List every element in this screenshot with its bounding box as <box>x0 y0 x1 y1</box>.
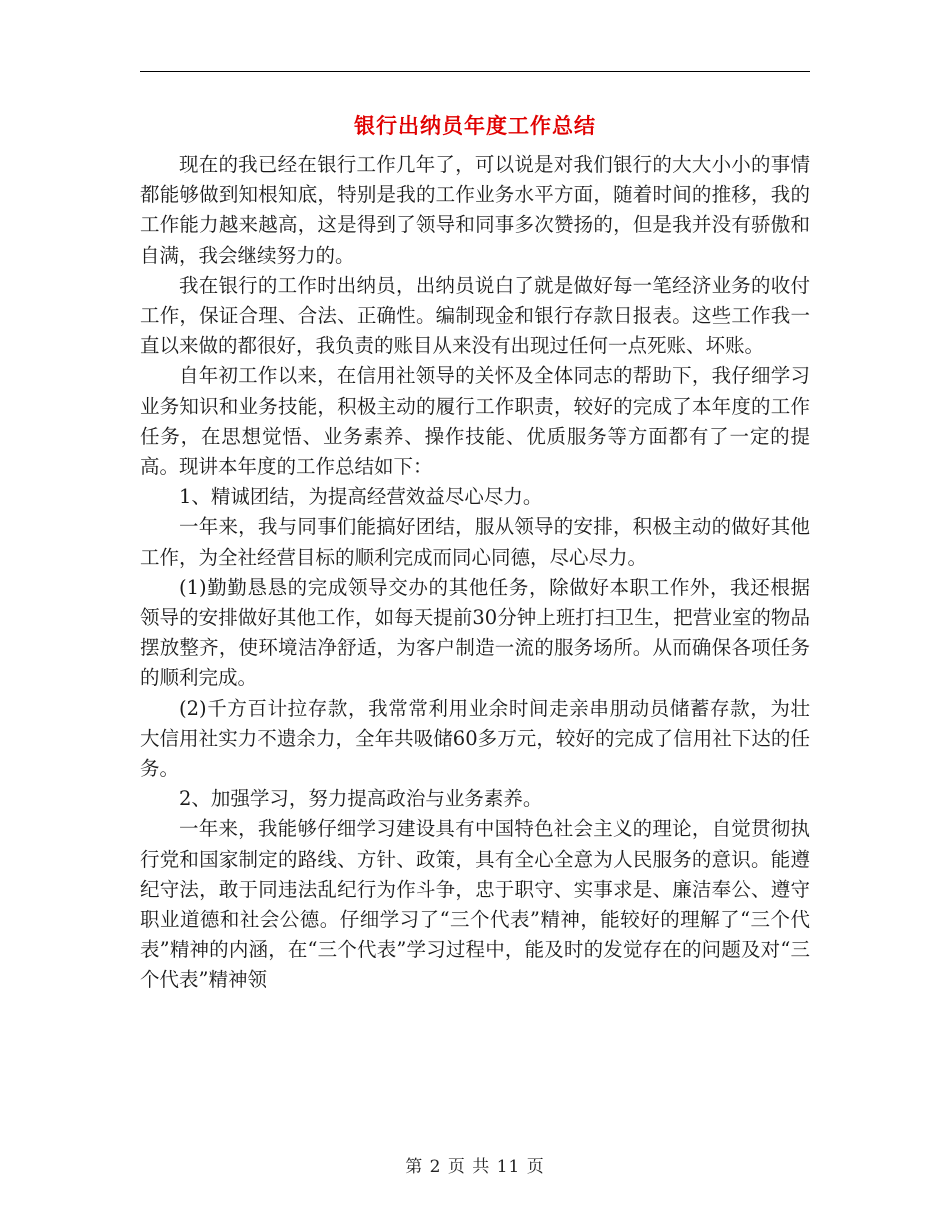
page-number-footer: 第 2 页 共 11 页 <box>405 1157 545 1177</box>
paragraph: 现在的我已经在银行工作几年了，可以说是对我们银行的大大小小的事情都能够做到知根知底，特别是我的工作业务水平方面，随着时间的推移，我的工作能力越来越高，这是得到了领导和同事多次赞扬的，但是我并没有骄傲和自满，我会继续努力的。 <box>140 153 810 267</box>
header-rule <box>140 71 810 72</box>
paragraph: (2)千方百计拉存款，我常常利用业余时间走亲串朋动员储蓄存款，为壮大信用社实力不遗余力，全年共吸储60多万元，较好的完成了信用社下达的任务。 <box>140 696 810 781</box>
paragraph: (1)勤勤恳恳的完成领导交办的其他任务，除做好本职工作外，我还根据领导的安排做好其他工作，如每天提前30分钟上班打扫卫生，把营业室的物品摆放整齐，使环境洁净舒适，为客户制造一流的服务场所。从而确保各项任务的顺利完成。 <box>140 575 810 690</box>
paragraph: 一年来，我与同事们能搞好团结，服从领导的安排，积极主动的做好其他工作，为全社经营目标的顺利完成而同心同德，尽心尽力。 <box>140 515 810 569</box>
document-body <box>140 150 810 996</box>
paragraph: 一年来，我能够仔细学习建设具有中国特色社会主义的理论，自觉贯彻执行党和国家制定的路线、方针、政策，具有全心全意为人民服务的意识。能遵纪守法，敢于同违法乱纪行为作斗争，忠于职守、实事求是、廉洁奉公、遵守职业道德和社会公德。仔细学习了“三个代表”精神，能较好的理解了“三个代表”精神的内涵，在“三个代表”学习过程中，能及时的发觉存在的问题及对“三个代表”精神领 <box>140 817 810 992</box>
paragraph: 我在银行的工作时出纳员，出纳员说白了就是做好每一笔经济业务的收付工作，保证合理、合法、正确性。编制现金和银行存款日报表。这些工作我一直以来做的都很好，我负责的账目从来没有出现过任何一点死账、坏账。 <box>140 273 810 358</box>
section-heading: 2、加强学习，努力提高政治与业务素养。 <box>179 787 543 811</box>
document-title: 银行出纳员年度工作总结 <box>354 113 596 138</box>
paragraph: 自年初工作以来，在信用社领导的关怀及全体同志的帮助下，我仔细学习业务知识和业务技能，积极主动的履行工作职责，较好的完成了本年度的工作任务，在思想觉悟、业务素养、操作技能、优质服务等方面都有了一定的提高。现讲本年度的工作总结如下： <box>140 364 810 479</box>
section-heading: 1、精诚团结，为提高经营效益尽心尽力。 <box>179 485 543 509</box>
